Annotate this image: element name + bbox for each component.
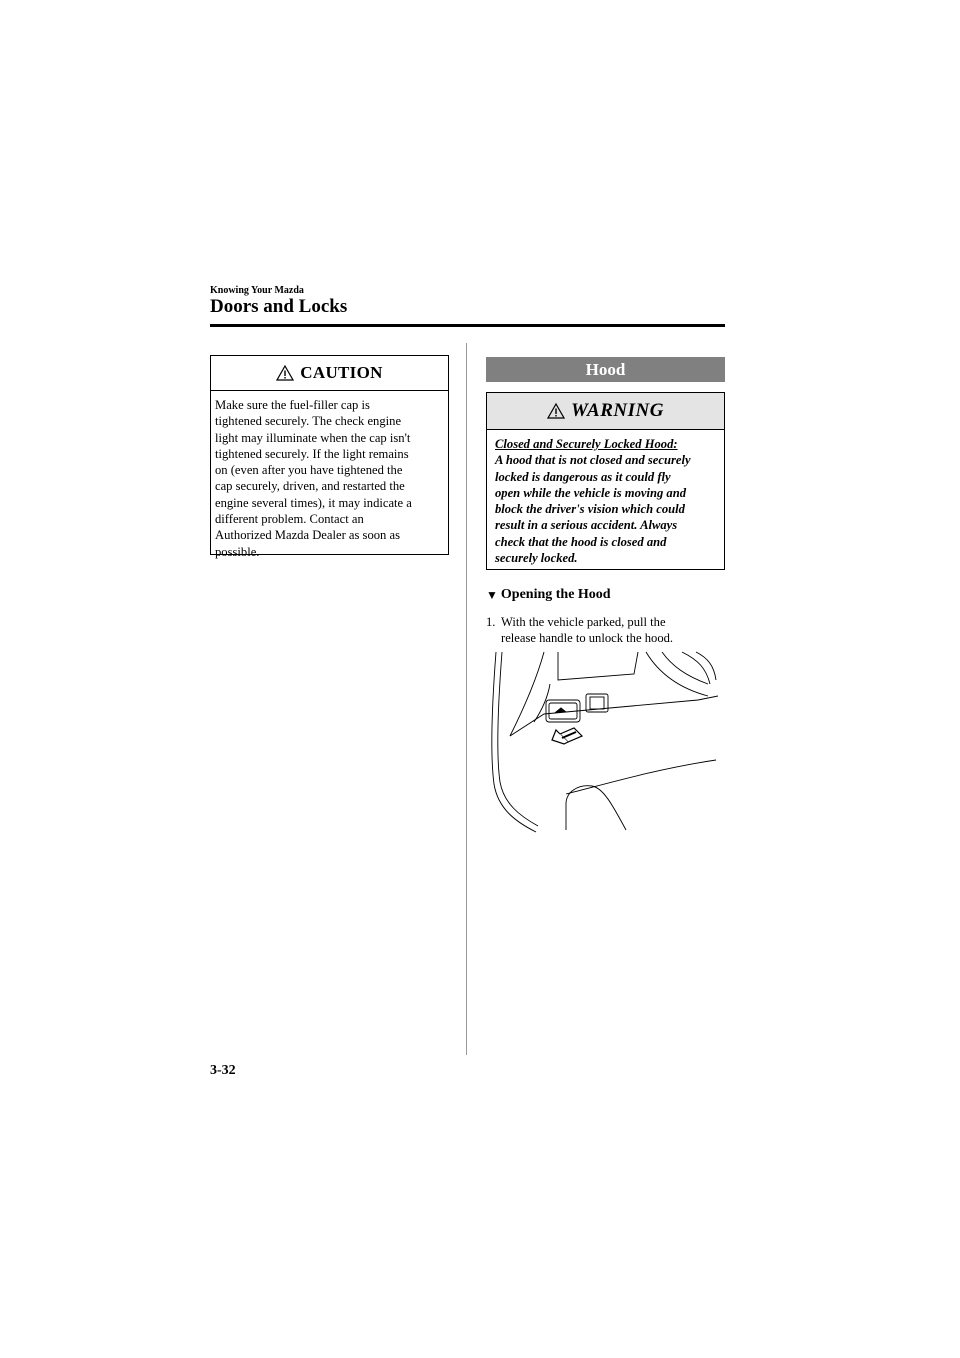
caution-line: cap securely, driven, and restarted the [215,479,405,494]
subheading-opening-hood [486,587,611,603]
hood-release-illustration [486,644,718,834]
step-number: 1. [486,615,496,629]
caution-line: different problem. Contact an [215,512,364,527]
caution-text [211,391,448,560]
warning-box [486,392,725,570]
caution-line: light may illuminate when the cap isn't [215,430,411,445]
warning-text [487,430,724,566]
warning-line: securely locked. [495,551,578,566]
caution-line: possible. [215,544,260,559]
caution-line: on (even after you have tightened the [215,463,403,478]
caution-header [211,356,448,391]
caution-line: Make sure the fuel-filler cap is [215,398,370,412]
caution-line: tightened securely. If the light remains [215,446,409,461]
warning-header [487,393,724,430]
column-divider [466,343,467,1055]
step-1 [486,614,718,646]
warning-line: result in a serious accident. Always [495,518,678,533]
warning-line: open while the vehicle is moving and [495,485,687,500]
warning-title: WARNING [571,400,664,421]
caution-line: engine several times), it may indicate a [215,495,412,510]
page-number: 3-32 [210,1063,236,1078]
warning-line: locked is dangerous as it could fly [495,469,671,484]
warning-line: A hood that is not closed and securely [495,453,691,468]
caution-title: CAUTION [300,363,383,382]
page-title: Doors and Locks [210,296,348,317]
step-text-line: release handle to unlock the hood. [501,631,674,645]
subheading-text: Opening the Hood [500,587,611,602]
warning-subtitle: Closed and Securely Locked Hood: [495,437,678,451]
step-text-line: With the vehicle parked, pull the [501,615,666,629]
hood-section-bar: Hood [486,357,725,382]
warning-line: block the driver's vision which could [495,502,685,517]
down-triangle-icon: ▼ [486,587,498,602]
title-rule [210,324,725,327]
caution-box [210,355,449,559]
caution-line: tightened securely. The check engine [215,414,402,429]
section-label: Knowing Your Mazda [210,285,304,296]
warning-line: check that the hood is closed and [495,534,667,549]
warning-triangle-icon [547,403,565,419]
caution-line: Authorized Mazda Dealer as soon as [215,528,400,543]
warning-triangle-icon [276,365,294,381]
